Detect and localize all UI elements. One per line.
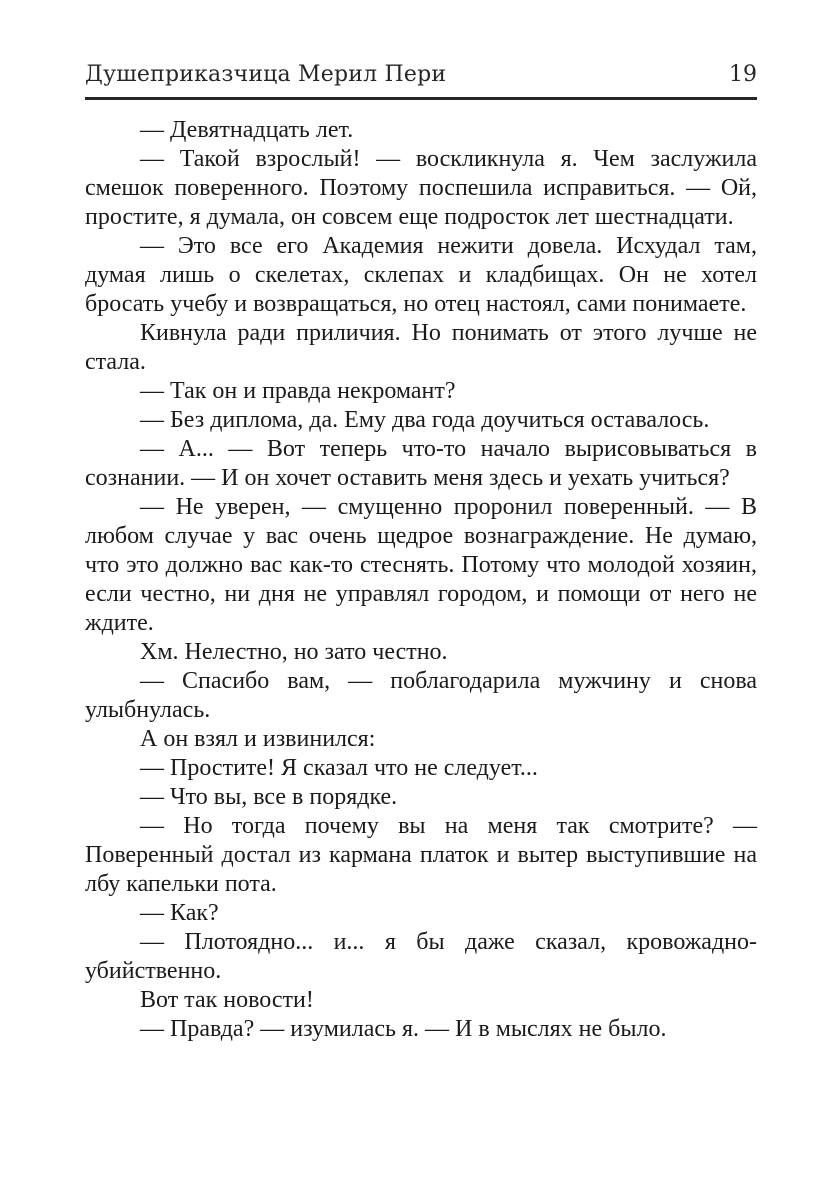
paragraph: Хм. Нелестно, но зато честно. <box>140 639 448 666</box>
page-header <box>85 62 757 100</box>
paragraph: — Девятнадцать лет. <box>140 117 354 144</box>
paragraph: — Без диплома, да. Ему два года доучиться оставалось. <box>140 407 710 434</box>
paragraph: — Но тогда почему вы на меня так смотрите? — Поверенный достал из кармана платок и вытер выступившие на лбу капельки пота. <box>85 813 757 898</box>
paragraph: А он взял и извинился: <box>140 726 376 753</box>
paragraph: — Спасибо вам, — поблагодарила мужчину и снова улыбнулась. <box>85 668 757 724</box>
paragraph: — Простите! Я сказал что не следует... <box>140 755 538 782</box>
paragraph: — Это все его Академия нежити довела. Исхудал там, думая лишь о скелетах, склепах и кладбищах. Он не хотел бросать учебу и возвращаться, но отец настоял, сами понимаете. <box>85 233 757 318</box>
paragraph: — Не уверен, — смущенно проронил поверенный. — В любом случае у вас очень щедрое вознаграждение. Не думаю, что это должно вас как-то стеснять. Потому что молодой хозяин, если честно, ни дня не управлял городом, и помощи от него не ждите. <box>85 494 757 637</box>
paragraph: — Что вы, все в порядке. <box>140 784 398 811</box>
paragraph: Вот так новости! <box>140 987 314 1014</box>
paragraph: — А... — Вот теперь что-то начало вырисовываться в сознании. — И он хочет оставить меня здесь и уехать учиться? <box>85 436 757 492</box>
paragraph: — Как? <box>140 900 219 927</box>
paragraph: — Плотоядно... и... я бы даже сказал, кровожадно-убийственно. <box>85 929 757 985</box>
paragraph: — Такой взрослый! — воскликнула я. Чем заслужила смешок поверенного. Поэтому поспешила исправиться. — Ой, простите, я думала, он совсем еще подросток лет шестнадцати. <box>85 146 757 231</box>
running-title: Душеприказчица Мерил Пери <box>85 62 447 87</box>
paragraph: — Так он и правда некромант? <box>140 378 456 405</box>
paragraph: — Правда? — изумилась я. — И в мыслях не было. <box>140 1016 667 1043</box>
page-number: 19 <box>729 62 757 87</box>
body-text <box>85 116 757 1044</box>
text-column <box>85 62 757 1044</box>
paragraph: Кивнула ради приличия. Но понимать от этого лучше не стала. <box>85 320 757 376</box>
